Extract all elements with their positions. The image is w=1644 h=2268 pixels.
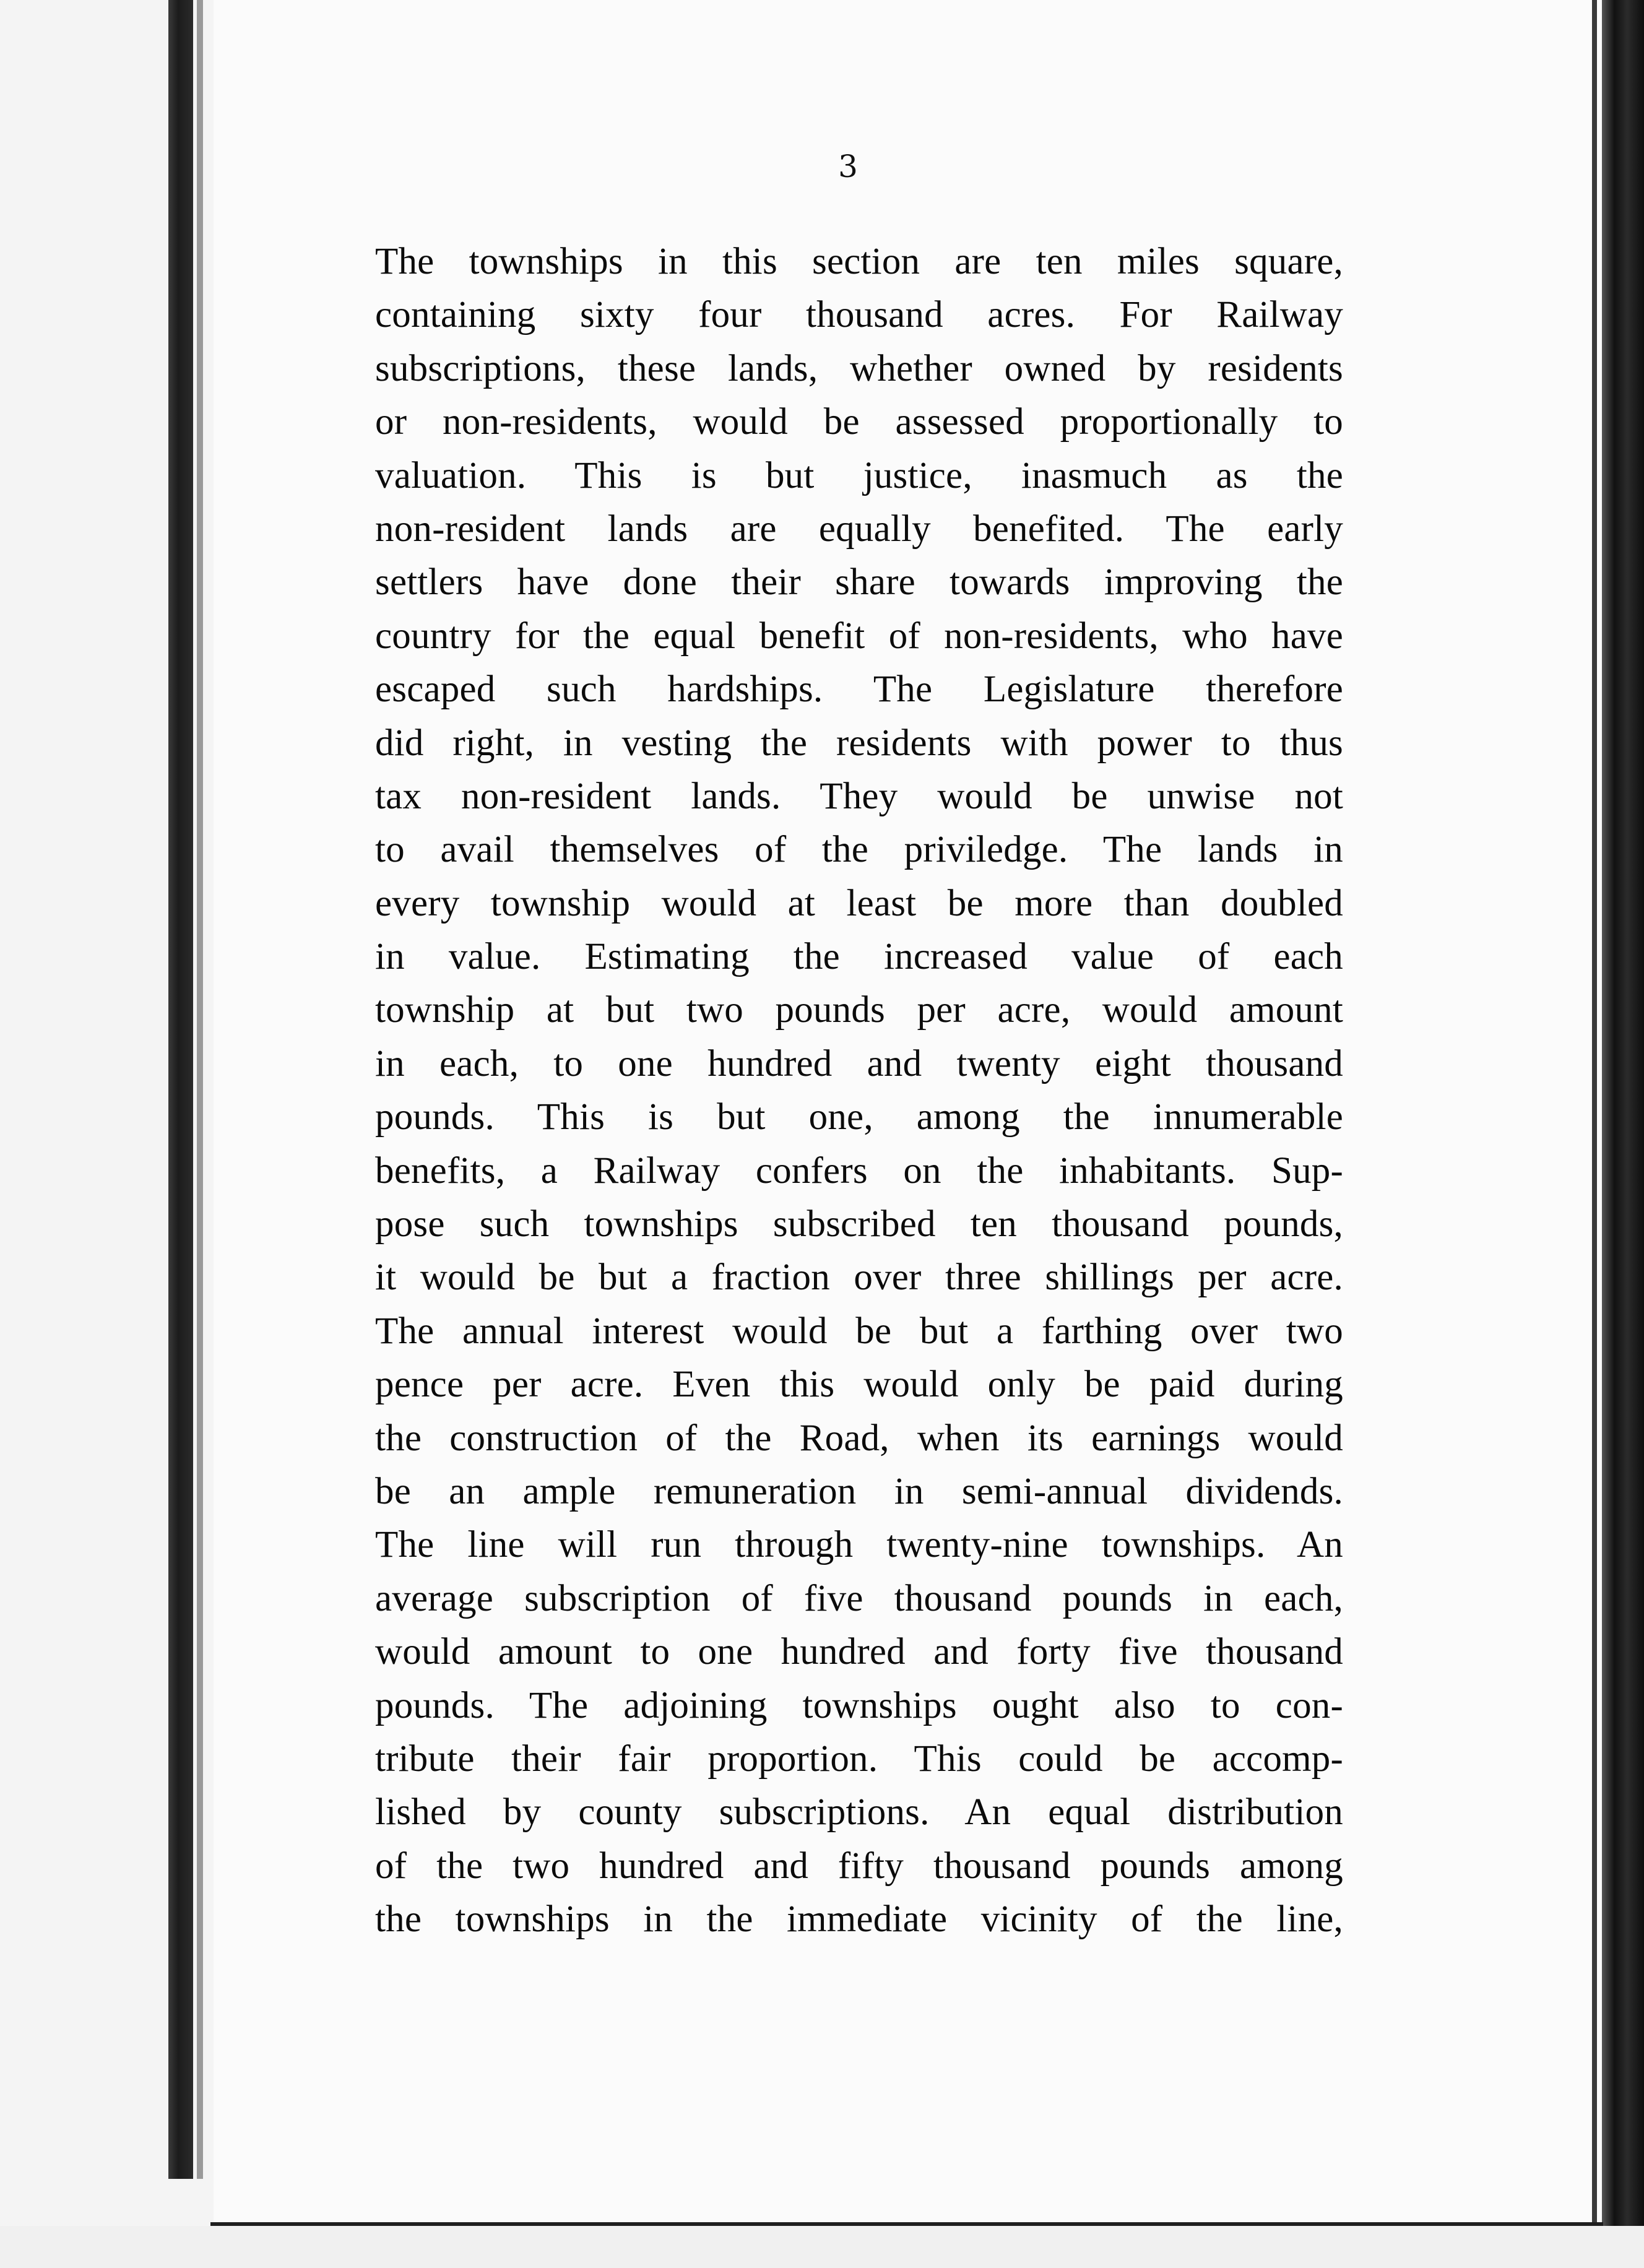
- text-line: tribute their fair proportion. This could be accomp-: [375, 1738, 1343, 1780]
- text-line: did right, in vesting the residents with power to thus: [375, 722, 1343, 764]
- text-line: The line will run through twenty-nine townships. An: [375, 1524, 1343, 1566]
- text-line: to avail themselves of the priviledge. The lands in: [375, 829, 1343, 871]
- text-line: of the two hundred and fifty thousand pounds among: [375, 1845, 1343, 1887]
- text-line: would amount to one hundred and forty five thousand: [375, 1631, 1343, 1673]
- text-line: escaped such hardships. The Legislature therefore: [375, 669, 1343, 711]
- text-line: valuation. This is but justice, inasmuch as the: [375, 454, 1343, 496]
- text-line: pose such townships subscribed ten thousand pounds,: [375, 1203, 1343, 1245]
- text-line: benefits, a Railway confers on the inhabitants. Sup-: [375, 1149, 1343, 1192]
- text-line: non-resident lands are equally benefited. The early: [375, 508, 1343, 550]
- text-line: pounds. The adjoining townships ought also to con-: [375, 1684, 1343, 1726]
- text-line: the construction of the Road, when its earnings would: [375, 1417, 1343, 1459]
- text-line: every township would at least be more than doubled: [375, 882, 1343, 924]
- bottom-margin: [0, 2226, 1644, 2268]
- binding-edge-line: [197, 0, 203, 2179]
- body-text: [375, 235, 1343, 1947]
- text-line: be an ample remuneration in semi-annual dividends.: [375, 1470, 1343, 1512]
- text-line: settlers have done their share towards improving the: [375, 561, 1343, 604]
- text-line: containing sixty four thousand acres. For Railway: [375, 294, 1343, 336]
- text-line: pence per acre. Even this would only be paid during: [375, 1364, 1343, 1406]
- text-line: subscriptions, these lands, whether owned by residents: [375, 347, 1343, 389]
- page-number: 3: [838, 149, 858, 184]
- text-line: average subscription of five thousand pounds in each,: [375, 1577, 1343, 1619]
- text-line: it would be but a fraction over three shillings per acre.: [375, 1257, 1343, 1299]
- right-page-edge: [1602, 0, 1644, 2268]
- text-line: the townships in the immediate vicinity of the line,: [375, 1898, 1343, 1941]
- text-line: The annual interest would be but a farthing over two: [375, 1310, 1343, 1352]
- text-line: tax non-resident lands. They would be unwise not: [375, 775, 1343, 817]
- text-line: township at but two pounds per acre, would amount: [375, 989, 1343, 1031]
- text-line: The townships in this section are ten miles square,: [375, 241, 1343, 282]
- text-line: country for the equal benefit of non-residents, who have: [375, 615, 1343, 657]
- text-line: lished by county subscriptions. An equal distribution: [375, 1791, 1343, 1833]
- text-line: or non-residents, would be assessed proportionally to: [375, 401, 1343, 443]
- right-page-edge-line: [1592, 0, 1597, 2241]
- text-line: in each, to one hundred and twenty eight thousand: [375, 1042, 1343, 1084]
- text-line: pounds. This is but one, among the innumerable: [375, 1096, 1343, 1138]
- binding-shadow: [168, 0, 193, 2179]
- text-line: in value. Estimating the increased value of each: [375, 936, 1343, 978]
